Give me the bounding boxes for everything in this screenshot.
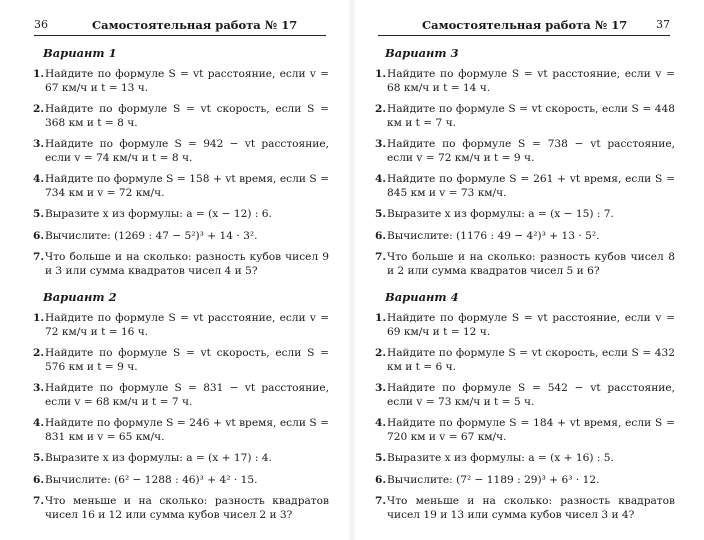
task-item (33, 230, 329, 244)
task-item (375, 230, 675, 244)
page-number: 36 (34, 18, 48, 31)
variant-title: Вариант 2 (43, 290, 117, 304)
task-text: Вычислите: (6² − 1288 : 46)³ + 4² · 15. (45, 473, 258, 486)
task-text: Вычислите: (7² − 1189 : 29)³ + 6³ · 12. (387, 473, 600, 486)
task-text: Что больше и на сколько: разность кубов чисел 8 и 2 или сумма квадратов чисел 5 и 6? (387, 251, 675, 277)
task-text: Найдите по формуле S = 942 − vt расстояние, если v = 74 км/ч и t = 8 ч. (45, 138, 329, 164)
variant-3 (375, 46, 675, 278)
task-text: Найдите по формуле S = 738 − vt расстояние, если v = 72 км/ч и t = 9 ч. (387, 138, 675, 164)
task-text: Найдите по формуле S = vt расстояние, если v = 69 км/ч и t = 12 ч. (387, 312, 675, 338)
task-text: Найдите по формуле S = 831 − vt расстояние, если v = 68 км/ч и t = 7 ч. (45, 382, 329, 408)
task-number: 1. (33, 312, 45, 324)
variant-title: Вариант 3 (385, 46, 459, 60)
task-item (375, 208, 675, 222)
task-item (375, 474, 675, 488)
task-item (33, 103, 329, 130)
variant-title: Вариант 4 (385, 290, 459, 304)
task-number: 3. (375, 382, 387, 394)
task-item (33, 417, 329, 444)
page-content (375, 46, 675, 530)
task-item (33, 68, 329, 95)
task-text: Найдите по формуле S = vt скорость, если S = 432 км и t = 6 ч. (387, 347, 675, 373)
task-number: 6. (375, 229, 387, 242)
task-item (33, 382, 329, 409)
task-number: 5. (375, 452, 387, 464)
task-number: 2. (375, 103, 387, 115)
task-text: Вычислите: (1176 : 49 − 4²)³ + 13 · 5². (387, 229, 600, 242)
task-item (33, 347, 329, 374)
task-number: 4. (33, 417, 45, 429)
task-item (33, 173, 329, 200)
task-item (33, 474, 329, 488)
task-text: Найдите по формуле S = vt скорость, если S = 576 км и t = 9 ч. (45, 347, 329, 373)
task-text: Найдите по формуле S = vt расстояние, если v = 67 км/ч и t = 13 ч. (45, 68, 329, 94)
task-item (33, 208, 329, 222)
task-number: 4. (375, 417, 387, 429)
task-text: Найдите по формуле S = vt расстояние, если v = 68 км/ч и t = 14 ч. (387, 68, 675, 94)
task-item (375, 173, 675, 200)
page-number: 37 (656, 18, 670, 31)
task-text: Найдите по формуле S = 542 − vt расстояние, если v = 73 км/ч и t = 5 ч. (387, 382, 675, 408)
task-number: 1. (375, 312, 387, 324)
task-number: 7. (375, 251, 387, 263)
task-number: 4. (375, 173, 387, 185)
task-item (33, 251, 329, 278)
task-number: 2. (375, 347, 387, 359)
task-text: Выразите x из формулы: a = (x − 12) : 6. (45, 208, 272, 220)
header-title: Самостоятельная работа № 17 (422, 18, 628, 32)
task-text: Что больше и на сколько: разность кубов чисел 9 и 3 или сумма квадратов чисел 4 и 5? (45, 251, 329, 277)
task-item (375, 347, 675, 374)
task-number: 4. (33, 173, 45, 185)
running-header (34, 15, 326, 36)
right-page (352, 0, 704, 540)
task-item (375, 452, 675, 466)
task-item (375, 382, 675, 409)
task-number: 7. (375, 495, 387, 507)
task-text: Найдите по формуле S = vt скорость, если S = 368 км и t = 8 ч. (45, 103, 329, 129)
task-item (33, 452, 329, 466)
task-text: Найдите по формуле S = vt расстояние, если v = 72 км/ч и t = 16 ч. (45, 312, 329, 338)
task-text: Что меньше и на сколько: разность квадратов чисел 16 и 12 или сумма кубов чисел 2 и 3? (45, 495, 329, 521)
task-number: 5. (33, 452, 45, 464)
task-number: 5. (33, 208, 45, 220)
task-item (375, 251, 675, 278)
task-text: Выразите x из формулы: a = (x − 15) : 7. (387, 208, 614, 220)
task-item (375, 68, 675, 95)
task-number: 5. (375, 208, 387, 220)
task-number: 1. (375, 68, 387, 80)
page-content (33, 46, 329, 530)
task-text: Выразите x из формулы: a = (x + 16) : 5. (387, 452, 614, 464)
variant-1 (33, 46, 329, 278)
task-number: 2. (33, 347, 45, 359)
task-number: 7. (33, 251, 45, 263)
task-item (375, 495, 675, 522)
task-item (33, 312, 329, 339)
task-number: 3. (33, 382, 45, 394)
task-item (375, 103, 675, 130)
task-text: Найдите по формуле S = 158 + vt время, если S = 734 км и v = 72 км/ч. (45, 173, 329, 199)
task-text: Найдите по формуле S = 184 + vt время, если S = 720 км и v = 67 км/ч. (387, 417, 675, 443)
task-number: 3. (375, 138, 387, 150)
task-text: Найдите по формуле S = 261 + vt время, если S = 845 км и v = 73 км/ч. (387, 173, 675, 199)
header-title: Самостоятельная работа № 17 (92, 18, 298, 32)
task-text: Найдите по формуле S = vt скорость, если S = 448 км и t = 7 ч. (387, 103, 675, 129)
task-number: 6. (33, 229, 45, 242)
task-item (33, 138, 329, 165)
variant-4 (375, 290, 675, 522)
task-item (375, 312, 675, 339)
task-text: Вычислите: (1269 : 47 − 5²)³ + 14 · 3². (45, 229, 258, 242)
task-number: 1. (33, 68, 45, 80)
task-number: 2. (33, 103, 45, 115)
task-text: Выразите x из формулы: a = (x + 17) : 4. (45, 452, 272, 464)
task-number: 6. (375, 473, 387, 486)
variant-2 (33, 290, 329, 522)
task-item (375, 417, 675, 444)
task-item (375, 138, 675, 165)
task-text: Найдите по формуле S = 246 + vt время, если S = 831 км и v = 65 км/ч. (45, 417, 329, 443)
task-number: 3. (33, 138, 45, 150)
variant-title: Вариант 1 (43, 46, 117, 60)
task-number: 6. (33, 473, 45, 486)
task-number: 7. (33, 495, 45, 507)
task-text: Что меньше и на сколько: разность квадратов чисел 19 и 13 или сумма кубов чисел 3 и 4? (387, 495, 675, 521)
task-item (33, 495, 329, 522)
running-header (378, 15, 670, 36)
